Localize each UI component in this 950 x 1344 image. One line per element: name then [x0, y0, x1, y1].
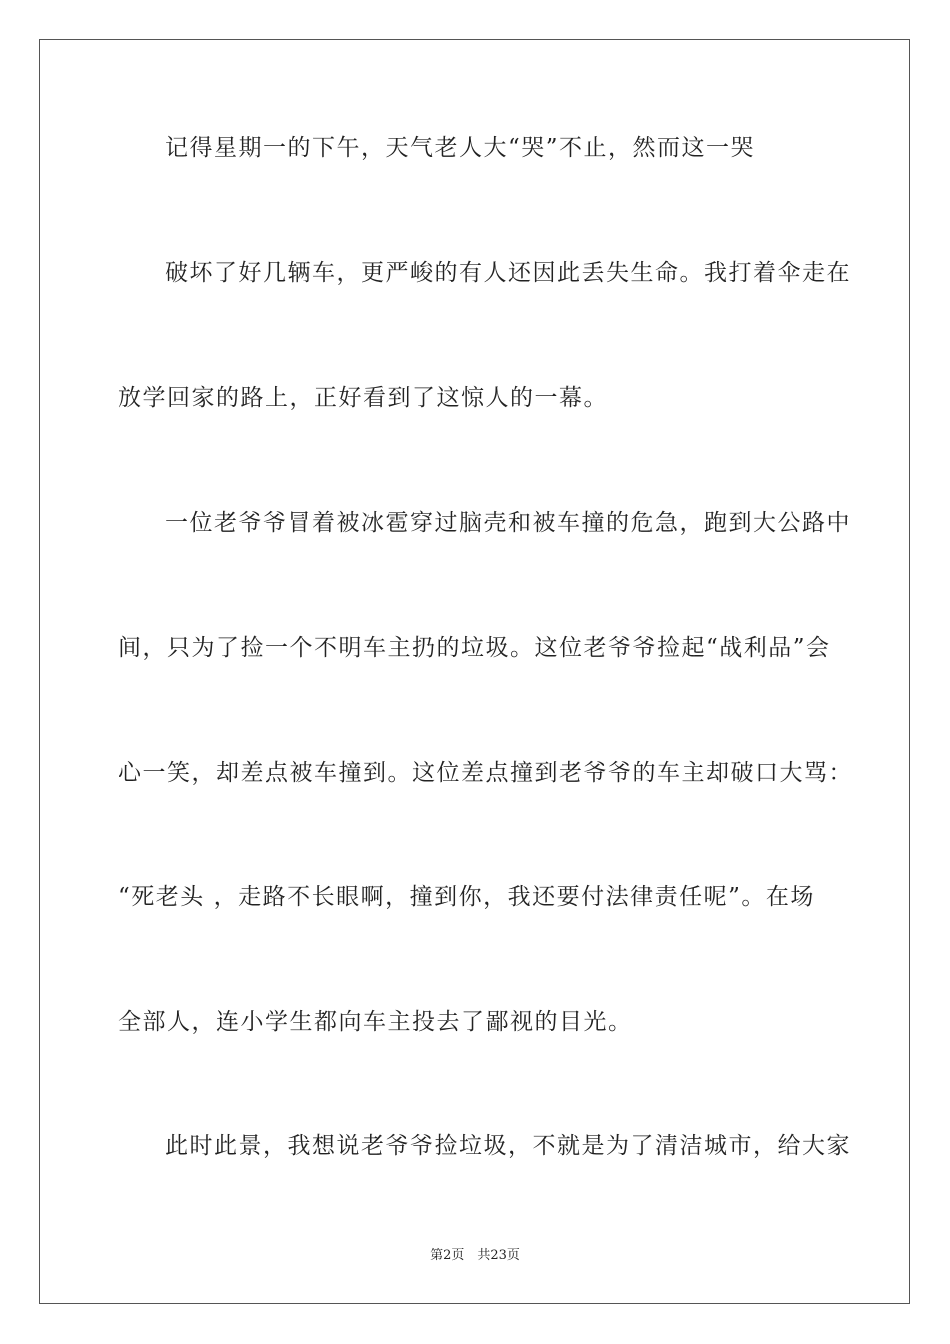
text-line-3: 放学回家的路上，正好看到了这惊人的一幕。 — [118, 385, 608, 411]
text-line-2: 破坏了好几辆车，更严峻的有人还因此丢失生命。我打着伞走在 — [165, 260, 851, 286]
text-line-7: “死老头 ，走路不长眼啊，撞到你，我还要付法律责任呢”。在场 — [118, 884, 815, 910]
page-frame — [39, 39, 910, 1304]
text-line-5: 间，只为了捡一个不明车主扔的垃圾。这位老爷爷捡起“战利品”会 — [118, 635, 831, 661]
text-line-4: 一位老爷爷冒着被冰雹穿过脑壳和被车撞的危急，跑到大公路中 — [165, 510, 851, 536]
page-number-footer: 第2页 共23页 — [430, 1248, 520, 1263]
text-line-8: 全部人，连小学生都向车主投去了鄙视的目光。 — [118, 1009, 633, 1035]
text-line-1: 记得星期一的下午，天气老人大“哭”不止，然而这一哭 — [165, 135, 756, 161]
text-line-6: 心一笑，却差点被车撞到。这位差点撞到老爷爷的车主却破口大骂： — [118, 760, 853, 786]
text-line-9: 此时此景，我想说老爷爷捡垃圾，不就是为了清洁城市，给大家 — [165, 1133, 851, 1159]
